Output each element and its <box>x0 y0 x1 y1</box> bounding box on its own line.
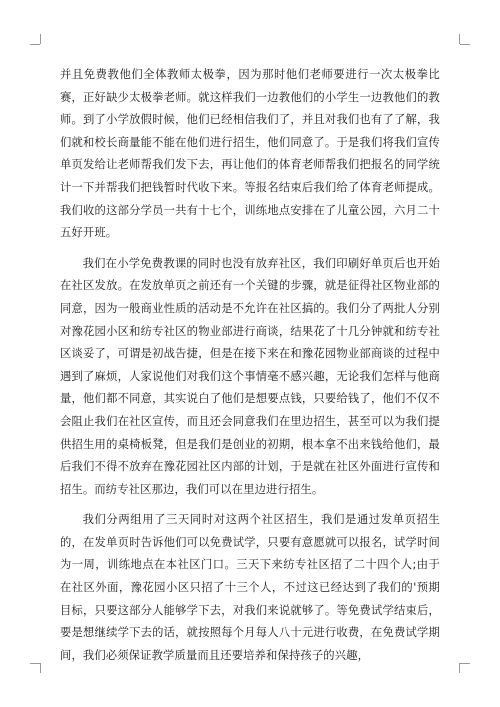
paragraph-1: 并且免费教他们全体教师太极拳，因为那时他们老师要进行一次太极拳比赛，正好缺少太极拳老师。就这样我们一边教他们的小学生一边教他们的教师。到了小学放假时候，他们已经相信我们了，并且对我们也有了了解，我们就和校长商量能不能在他们进行招生，他们同意了。于是我们将我们宣传单页发给让老师帮我们发下去，再让他们的体育老师帮我们把报名的同学统计一下并帮我们把钱暂时代收下来。等报名结束后我们给了体育老师提成。我们收的这部分学员一共有十七个，训练地点安排在了儿童公园，六月二十五好开班。 <box>60 68 440 240</box>
paragraph-3: 我们分两组用了三天同时对这两个社区招生，我们是通过发单页招生的，在发单页时告诉他们可以免费试学，只要有意愿就可以报名，试学时间为一周，训练地点在本社区门口。三天下来纺专社区招了二十四个人;由于在社区外面，豫花园小区只招了十三个人，不过这已经达到了我们的'预期目标，只要这部分人能够学下去，对我们来说就够了。等免费试学结束后，要是想继续学下去的话，就按照每个月每人八十元进行收费，在免费试学期间，我们必须保证教学质量而且还要培养和保持孩子的兴趣， <box>60 513 440 662</box>
paragraph-2: 我们在小学免费教课的同时也没有放弃社区，我们印刷好单页后也开始在社区发放。在发放单页之前还有一个关键的步骤，就是征得社区物业部的同意，因为一般商业性质的活动是不允许在社区搞的。我们分了两批人分别对豫花园小区和纺专社区的物业部进行商谈，结果花了十几分钟就和纺专社区谈妥了，可谓是初战告捷，但是在接下来在和豫花园物业部商谈的过程中遇到了麻烦，人家说他们对我们这个事情毫不感兴趣，无论我们怎样与他商量，他们都不同意，其实说白了他们是想要点钱，只要给钱了，他们不仅不会阻止我们在社区宣传，而且还会同意我们在里边招生，甚至可以为我们提供招生用的桌椅板凳，但是我们是创业的初期，根本拿不出来钱给他们，最后我们不得不放弃在豫花园社区内部的计划，于是就在社区外面进行宣传和招生。而纺专社区那边，我们可以在里边进行招生。 <box>60 256 440 496</box>
document-body <box>60 64 440 675</box>
